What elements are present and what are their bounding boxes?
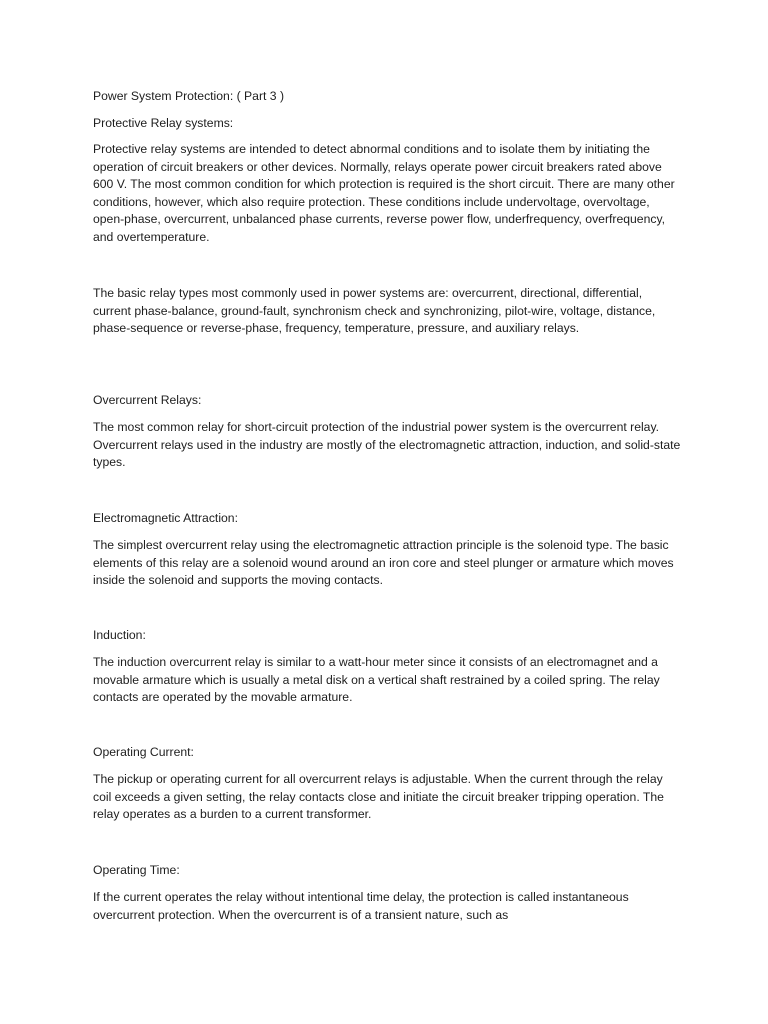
- paragraph: Protective relay systems are intended to detect abnormal conditions and to isolate them by initiating the operation of circuit breakers or other devices. Normally, relays operate power circuit breakers rated above 600 V. The most common condition for which protection is required is the short circuit. There are many other conditions, however, which also require protection. These conditions include undervoltage, overvoltage, open-phase, overcurrent, unbalanced phase currents, reverse power flow, underfrequency, overfrequency, and overtemperature.: [93, 142, 675, 244]
- section-heading: Overcurrent Relays:: [93, 393, 202, 407]
- paragraph: The induction overcurrent relay is similar to a watt-hour meter since it consists of an electromagnet and a movable armature which is usually a metal disk on a vertical shaft restrained by a coiled spring. The relay contacts are operated by the movable armature.: [93, 655, 660, 705]
- document-title: Power System Protection: ( Part 3 ): [93, 89, 285, 103]
- section-heading: Operating Current:: [93, 745, 194, 759]
- paragraph: The pickup or operating current for all overcurrent relays is adjustable. When the current through the relay coil exceeds a given setting, the relay contacts close and initiate the circuit breaker tripping operation. The relay operates as a burden to a current transformer.: [93, 772, 664, 822]
- paragraph: The most common relay for short-circuit protection of the industrial power system is the overcurrent relay. Overcurrent relays used in the industry are mostly of the electromagnetic attraction, induction, and solid-state types.: [93, 420, 681, 470]
- paragraph: The basic relay types most commonly used in power systems are: overcurrent, directional, differential, current phase-balance, ground-fault, synchronism check and synchronizing, pilot-wire, voltage, distance, phase-sequence or reverse-phase, frequency, temperature, pressure, and auxiliary relays.: [93, 286, 656, 336]
- paragraph: The simplest overcurrent relay using the electromagnetic attraction principle is the solenoid type. The basic elements of this relay are a solenoid wound around an iron core and steel plunger or armature which moves inside the solenoid and supports the moving contacts.: [93, 538, 674, 588]
- section-heading: Electromagnetic Attraction:: [93, 511, 238, 525]
- paragraph: If the current operates the relay without intentional time delay, the protection is called instantaneous overcurrent protection. When the overcurrent is of a transient nature, such as: [93, 890, 629, 922]
- section-heading: Induction:: [93, 628, 146, 642]
- section-heading: Operating Time:: [93, 863, 180, 877]
- section-heading: Protective Relay systems:: [93, 116, 234, 130]
